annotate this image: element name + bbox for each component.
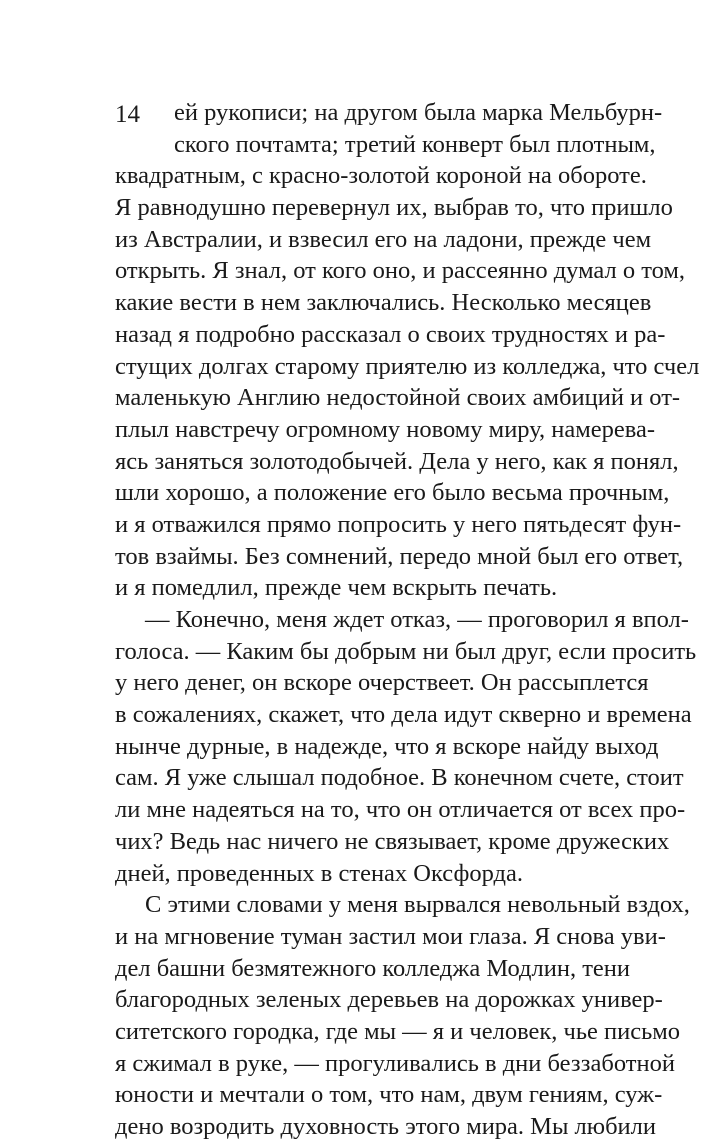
text-line: чих? Ведь нас ничего не связывает, кроме дружеских (115, 827, 670, 855)
text-line: я сжимал в руке, — прогуливались в дни беззаботной (115, 1049, 675, 1077)
text-line: ли мне надеяться на то, что он отличается от всех про- (115, 796, 686, 824)
text-line: маленькую Англию недостойной своих амбиций и от- (115, 384, 681, 412)
text-line: сам. Я уже слышал подобное. В конечном счете, стоит (115, 764, 684, 792)
text-line: и я отважился прямо попросить у него пятьдесят фун- (115, 510, 682, 538)
text-line: Я равнодушно перевернул их, выбрав то, что пришло (115, 194, 673, 222)
text-line: ей рукописи; на другом была марка Мельбурн- (174, 99, 663, 126)
text-line: дел башни безмятежного колледжа Модлин, тени (115, 954, 631, 982)
text-line: открыть. Я знал, от кого оно, и рассеянно думал о том, (115, 257, 686, 285)
page-number: 14 (115, 101, 140, 128)
text-line: шли хорошо, а положение его было весьма прочным, (115, 479, 670, 507)
text-line: благородных зеленых деревьев на дорожках универ- (115, 986, 663, 1014)
text-line: тов взаймы. Без сомнений, передо мной был его ответ, (115, 542, 684, 570)
text-line: стущих долгах старому приятелю из колледжа, что счел (115, 352, 700, 380)
text-line: ского почтамта; третий конверт был плотным, (174, 130, 656, 158)
text-line: у него денег, он вскоре очерствеет. Он рассыплется (115, 669, 649, 697)
text-line: — Конечно, меня ждет отказ, — проговорил я впол- (145, 606, 689, 633)
text-line: какие вести в нем заключались. Несколько месяцев (115, 289, 652, 317)
body-text (115, 97, 700, 1143)
text-line: нынче дурные, в надежде, что я вскоре найду выход (115, 732, 659, 760)
text-line: ясь заняться золотодобычей. Дела у него, как я понял, (115, 447, 679, 475)
text-line: назад я подробно рассказал о своих трудностях и ра- (115, 320, 666, 348)
text-line: в сожалениях, скажет, что дела идут скверно и времена (115, 701, 692, 729)
text-line: плыл навстречу огромному новому миру, намерева- (115, 415, 656, 443)
text-line: голоса. — Каким бы добрым ни был друг, если просить (115, 637, 697, 665)
text-line: из Австралии, и взвесил его на ладони, прежде чем (115, 225, 652, 253)
text-line: ситетского городка, где мы — я и человек, чье письмо (115, 1017, 681, 1045)
text-line: и я помедлил, прежде чем вскрыть печать. (115, 574, 558, 602)
text-line: квадратным, с красно-золотой короной на обороте. (115, 162, 647, 190)
text-line: дней, проведенных в стенах Оксфорда. (115, 859, 523, 887)
text-line: юности и мечтали о том, что нам, двум гениям, суж- (115, 1081, 663, 1109)
text-line: С этими словами у меня вырвался невольный вздох, (145, 891, 690, 919)
text-line: дено возродить духовность этого мира. Мы любили (115, 1113, 656, 1140)
text-line: и на мгновение туман застил мои глаза. Я снова уви- (115, 922, 666, 950)
